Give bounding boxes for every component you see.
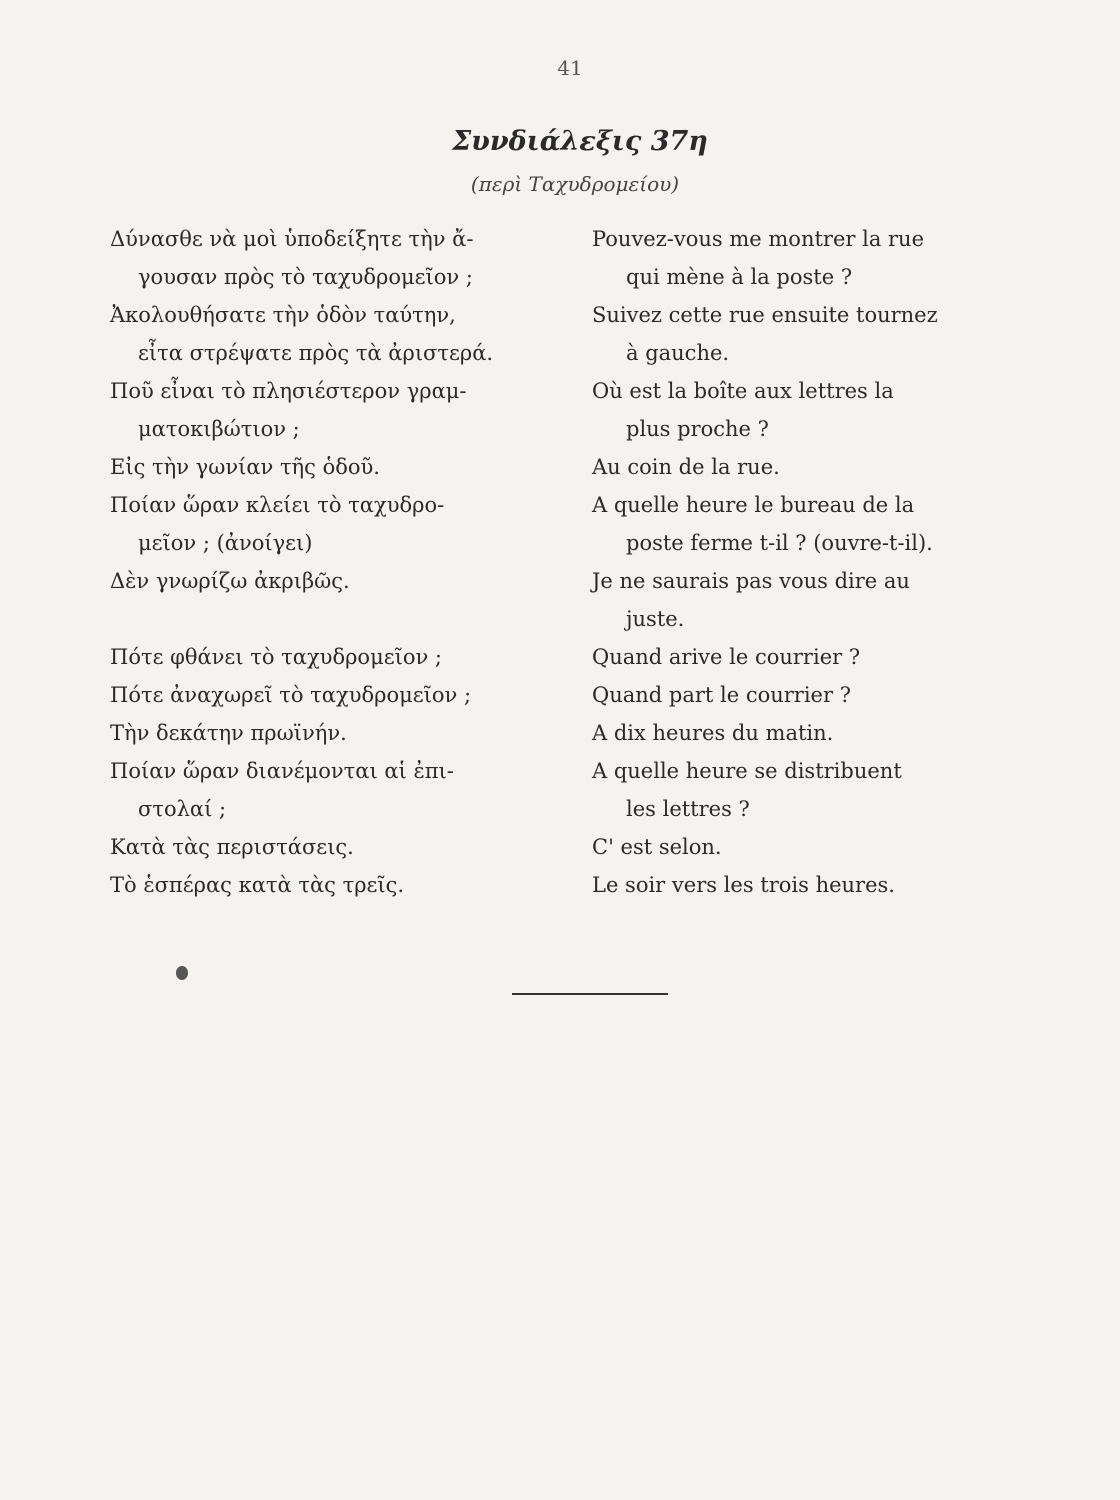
greek-line: Ποίαν ὥραν διανέμονται αἱ ἐπι- [110,759,454,783]
greek-line: Τὴν δεκάτην πρωϊνήν. [110,721,347,745]
french-entry [592,752,1062,828]
greek-line: Τὸ ἑσπέρας κατὰ τὰς τρεῖς. [110,873,405,897]
greek-line: Εἰς τὴν γωνίαν τῆς ὁδοῦ. [110,455,380,479]
greek-entry [110,372,580,448]
greek-line-continuation: γουσαν πρὸς τὸ ταχυδρομεῖον ; [138,265,473,289]
french-entry [592,486,1062,562]
french-entry [592,448,1062,486]
greek-line: Δὲν γνωρίζω ἀκριβῶς. [110,569,350,593]
greek-entry [110,752,580,828]
greek-entry [110,866,580,904]
french-entry [592,638,1062,676]
french-line-continuation: juste. [626,607,685,631]
page-title: Συνδιάλεξις 37η [452,126,708,157]
greek-entry [110,676,580,714]
greek-entry [110,562,580,600]
french-line-continuation: les lettres ? [626,797,750,821]
ink-blot [176,966,188,980]
greek-line: Κατὰ τὰς περιστάσεις. [110,835,354,859]
greek-entry [110,220,580,296]
french-line-continuation: à gauche. [626,341,730,365]
french-line-continuation: qui mène à la poste ? [626,265,853,289]
greek-entry [110,714,580,752]
greek-line-continuation: ματοκιβώτιον ; [138,417,300,441]
french-line: Pouvez-vous me montrer la rue [592,227,925,251]
french-line-continuation: plus proche ? [626,417,769,441]
french-line: Quand part le courrier ? [592,683,851,707]
greek-line: Δύνασθε νὰ μοὶ ὑποδείξητε τὴν ἄ- [110,227,474,251]
page-subtitle: (περὶ Ταχυδρομείου) [470,172,680,196]
greek-line-continuation: στολαί ; [138,797,227,821]
french-line: Je ne saurais pas vous dire au [592,569,910,593]
greek-line: Ποῦ εἶναι τὸ πλησιέστερον γραμ- [110,379,467,403]
greek-line: Πότε ἀναχωρεῖ τὸ ταχυδρομεῖον ; [110,683,472,707]
french-line: A quelle heure le bureau de la [592,493,915,517]
french-line: A dix heures du matin. [592,721,834,745]
french-line: A quelle heure se distribuent [592,759,902,783]
french-entry [592,296,1062,372]
greek-line-continuation: εἶτα στρέψατε πρὸς τὰ ἀριστερά. [138,341,494,365]
french-entry [592,714,1062,752]
greek-entry [110,448,580,486]
french-entry [592,372,1062,448]
french-line: C' est selon. [592,835,722,859]
greek-column [110,220,580,904]
french-entry [592,562,1062,638]
greek-line-continuation: μεῖον ; (ἀνοίγει) [138,531,313,555]
french-column [592,220,1062,904]
french-line: Quand arive le courrier ? [592,645,861,669]
french-line: Où est la boîte aux lettres la [592,379,894,403]
french-line: Au coin de la rue. [592,455,780,479]
section-divider [512,993,668,995]
greek-entry [110,486,580,562]
french-entry [592,828,1062,866]
french-line: Le soir vers les trois heures. [592,873,895,897]
french-entry [592,676,1062,714]
greek-line: Ποίαν ὥραν κλείει τὸ ταχυδρο- [110,493,445,517]
french-line: Suivez cette rue ensuite tournez [592,303,938,327]
french-entry [592,866,1062,904]
french-line-continuation: poste ferme t-il ? (ouvre-t-il). [626,531,933,555]
french-entry [592,220,1062,296]
greek-line: Ἀκολουθήσατε τὴν ὁδὸν ταύτην, [110,303,456,327]
greek-entry [110,828,580,866]
greek-entry [110,638,580,676]
greek-line: Πότε φθάνει τὸ ταχυδρομεῖον ; [110,645,442,669]
page-number: 41 [557,56,583,80]
greek-entry [110,296,580,372]
